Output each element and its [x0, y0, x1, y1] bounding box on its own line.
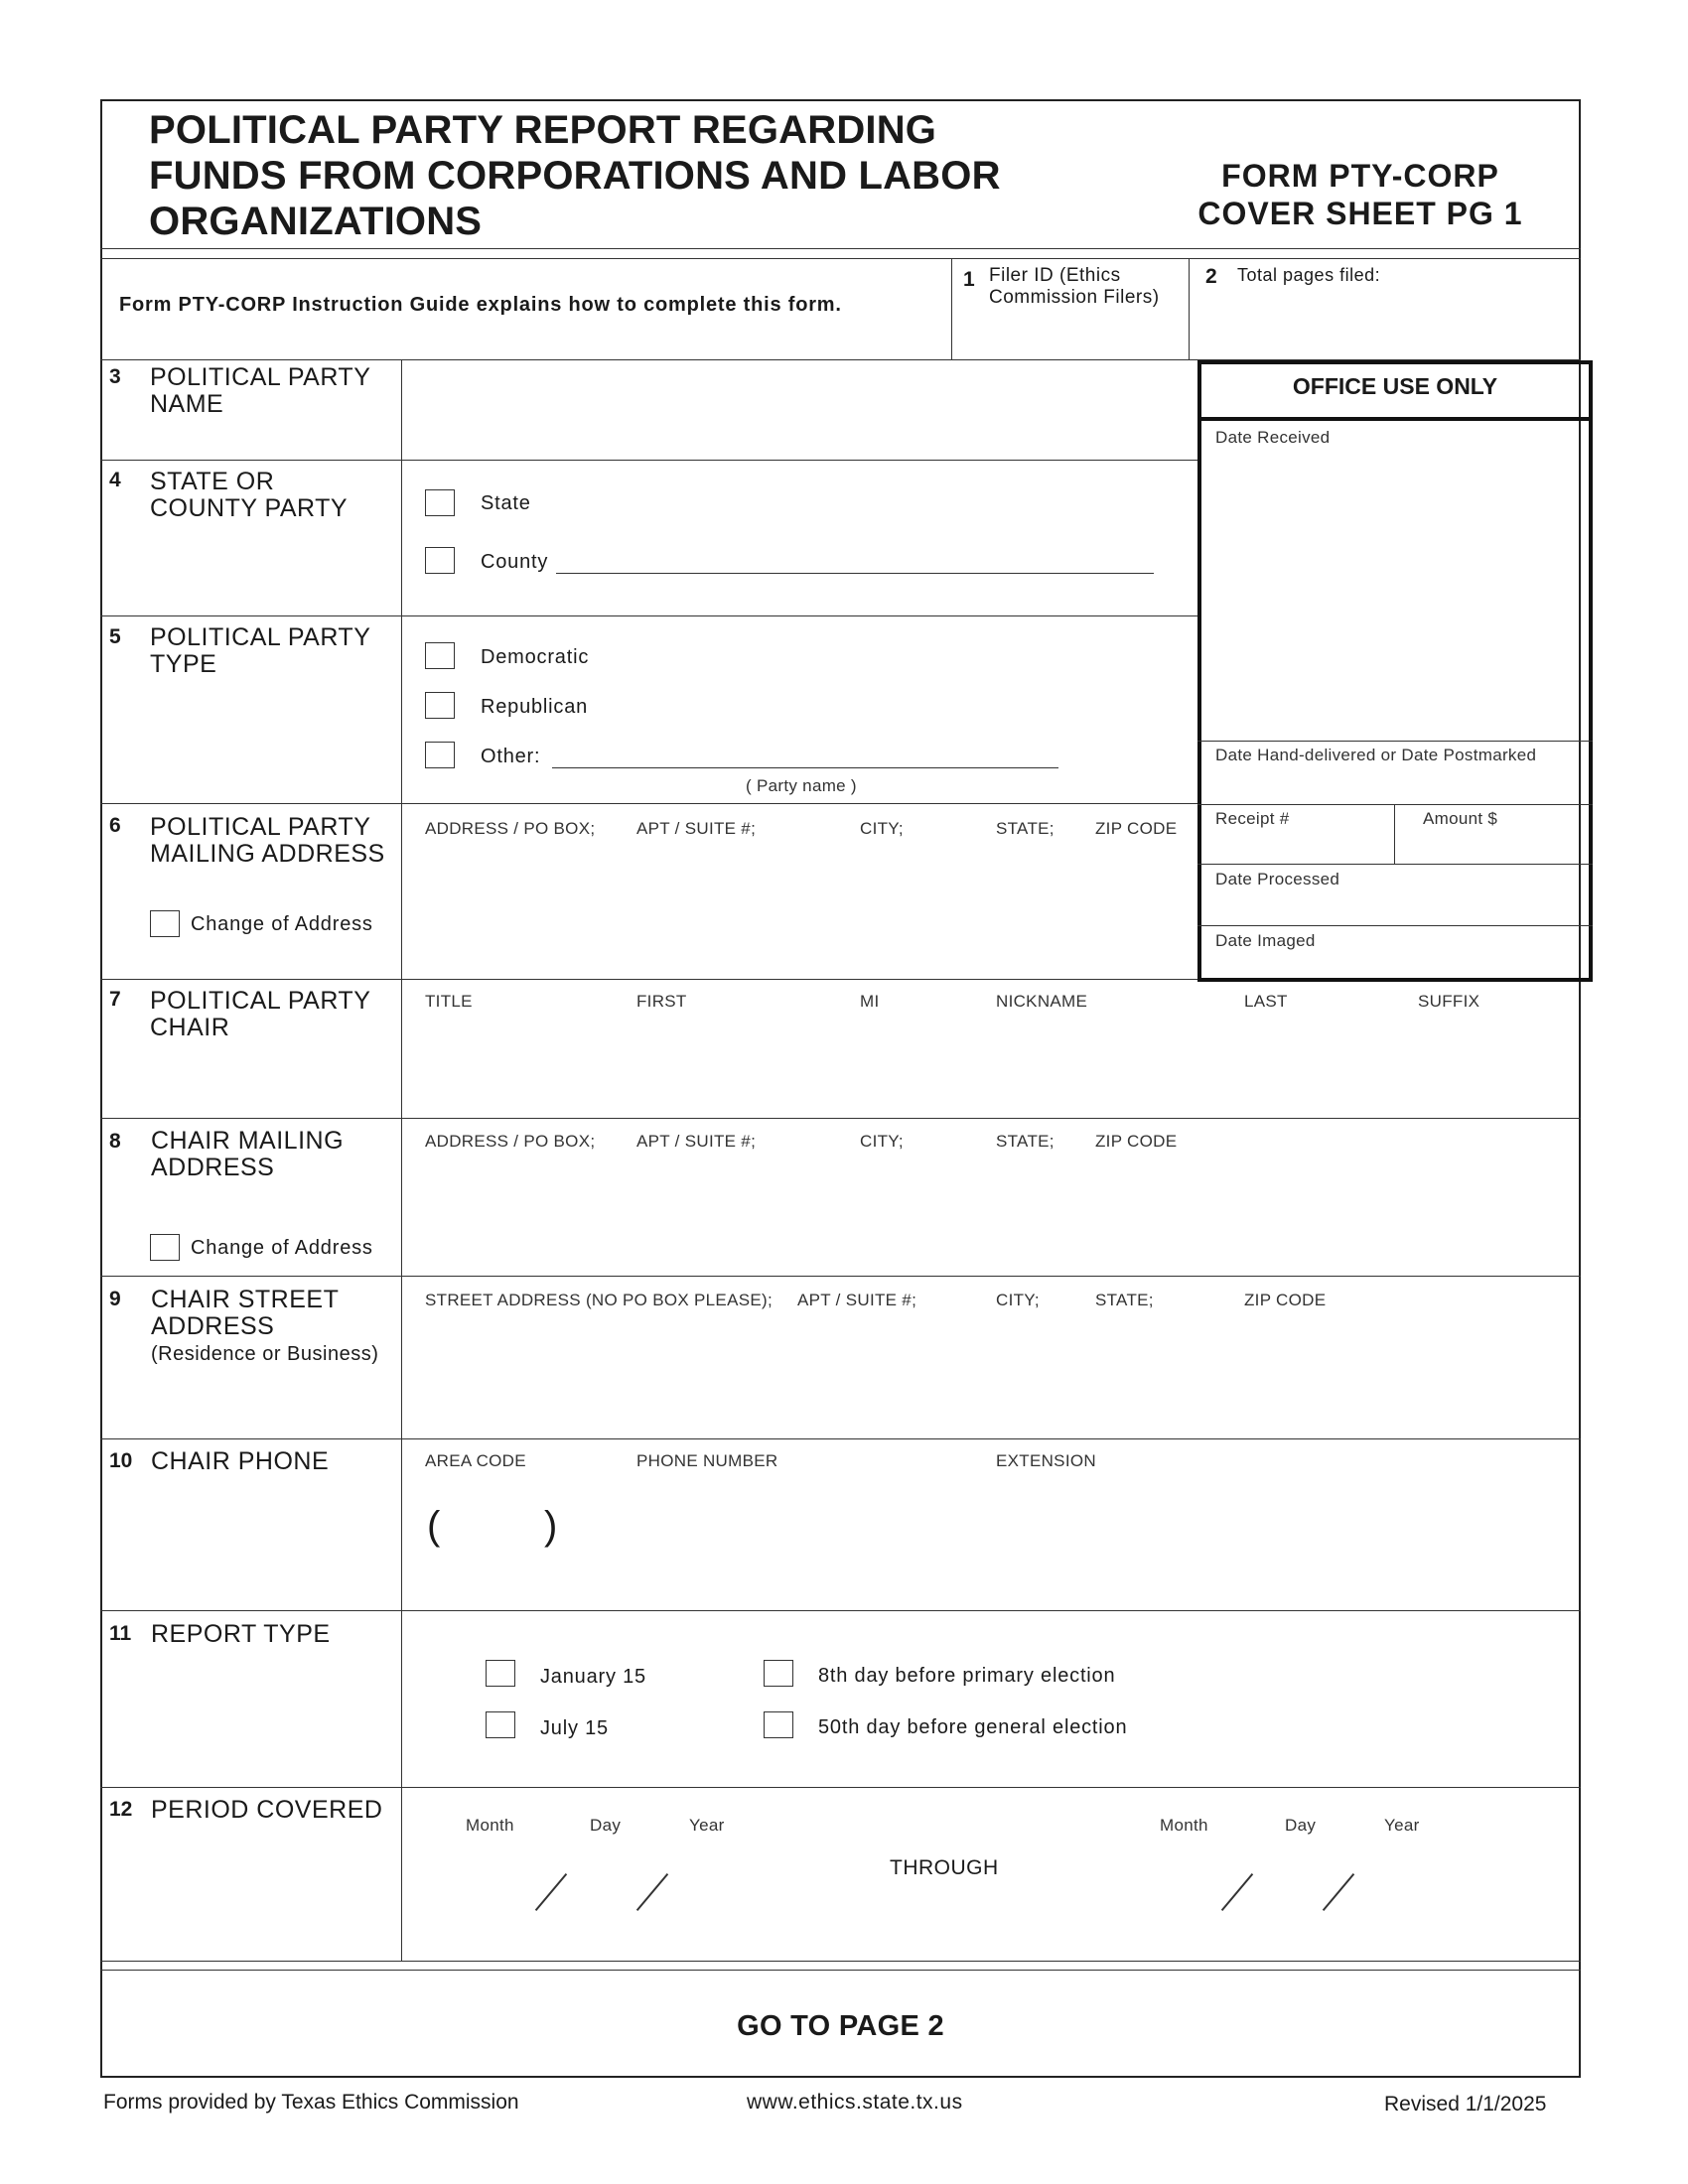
divider — [100, 460, 1198, 461]
divider — [951, 258, 952, 359]
total-pages-field[interactable] — [1191, 262, 1578, 357]
party-type-label-line-2: TYPE — [150, 650, 217, 678]
divider — [1189, 258, 1190, 359]
republican-checkbox[interactable] — [425, 692, 455, 719]
section-number-3: 3 — [109, 365, 121, 388]
change-of-address-label: Change of Address — [191, 913, 373, 935]
divider — [100, 1961, 1581, 1962]
state-county-label — [150, 469, 348, 522]
8th-day-primary-label: 8th day before primary election — [818, 1665, 1116, 1687]
start-day-label: Day — [590, 1816, 622, 1835]
divider — [100, 1276, 1581, 1277]
republican-option-label: Republican — [481, 696, 589, 718]
divider — [100, 1970, 1581, 1971]
chair-mailing-address-field[interactable] — [407, 1161, 1574, 1271]
column-extension: EXTENSION — [996, 1451, 1096, 1470]
divider — [100, 248, 1581, 249]
form-id-line-1: FORM PTY-CORP — [1221, 158, 1499, 194]
chair-mailing-label-line-2: ADDRESS — [151, 1154, 275, 1181]
go-to-page-2: GO TO PAGE 2 — [737, 2010, 944, 2042]
column-zip: ZIP CODE — [1244, 1291, 1327, 1309]
footer-website[interactable]: www.ethics.state.tx.us — [747, 2091, 963, 2114]
chair-phone-label: CHAIR PHONE — [151, 1447, 330, 1475]
column-phone-number: PHONE NUMBER — [636, 1451, 778, 1470]
date-hand-delivered-label: Date Hand-delivered or Date Postmarked — [1215, 746, 1537, 764]
party-type-label-line-1: POLITICAL PARTY — [150, 623, 371, 651]
chair-name-field[interactable] — [407, 1023, 1574, 1112]
section-number-7: 7 — [109, 988, 121, 1011]
column-nickname: NICKNAME — [996, 992, 1088, 1011]
receipt-label: Receipt # — [1215, 809, 1290, 828]
county-checkbox[interactable] — [425, 547, 455, 574]
filer-id-label-line-2: Commission Filers) — [989, 287, 1160, 308]
divider — [401, 359, 402, 1961]
field-number-2: 2 — [1205, 265, 1217, 288]
mailing-address-label-line-2: MAILING ADDRESS — [150, 840, 385, 868]
filer-id-field[interactable] — [991, 312, 1185, 357]
party-name-field[interactable] — [407, 365, 1192, 455]
party-name-label — [150, 364, 370, 418]
8th-day-primary-checkbox[interactable] — [764, 1660, 793, 1687]
chair-change-of-address-label: Change of Address — [191, 1237, 373, 1259]
july-15-checkbox[interactable] — [486, 1711, 515, 1738]
divider — [1197, 804, 1593, 805]
office-use-title: OFFICE USE ONLY — [1292, 373, 1498, 399]
state-county-label-line-2: COUNTY PARTY — [150, 494, 349, 522]
start-year-label: Year — [689, 1816, 725, 1835]
area-code-close-paren: ) — [544, 1504, 558, 1548]
divider — [100, 803, 1198, 804]
amount-label: Amount $ — [1423, 809, 1498, 828]
other-option-label: Other: — [481, 746, 541, 767]
section-number-12: 12 — [109, 1798, 133, 1821]
party-chair-label-line-1: POLITICAL PARTY — [150, 987, 371, 1015]
column-zip: ZIP CODE — [1095, 1132, 1178, 1151]
party-name-caption: ( Party name ) — [746, 776, 857, 795]
filer-id-label-line-1: Filer ID (Ethics — [989, 265, 1121, 286]
january-15-checkbox[interactable] — [486, 1660, 515, 1687]
end-year-label: Year — [1384, 1816, 1420, 1835]
form-title — [149, 107, 1001, 244]
section-number-10: 10 — [109, 1449, 133, 1472]
area-code-field[interactable] — [452, 1504, 536, 1554]
title-line-2: FUNDS FROM CORPORATIONS AND LABOR — [149, 154, 1001, 198]
divider — [100, 1787, 1581, 1788]
form-id-line-2: COVER SHEET PG 1 — [1197, 196, 1523, 231]
column-apt-suite: APT / SUITE #; — [636, 819, 757, 838]
january-15-label: January 15 — [540, 1666, 646, 1688]
divider — [1197, 864, 1593, 865]
end-month-label: Month — [1160, 1816, 1208, 1835]
column-suffix: SUFFIX — [1418, 992, 1480, 1011]
change-of-address-checkbox[interactable] — [150, 910, 180, 937]
date-received-label: Date Received — [1215, 428, 1331, 447]
end-day-label: Day — [1285, 1816, 1317, 1835]
column-state: STATE; — [1095, 1291, 1154, 1309]
column-area-code: AREA CODE — [425, 1451, 526, 1470]
chair-street-label-line-1: CHAIR STREET — [151, 1286, 340, 1313]
chair-mailing-label-line-1: CHAIR MAILING — [151, 1127, 345, 1155]
section-number-11: 11 — [109, 1622, 132, 1645]
column-state: STATE; — [996, 1132, 1055, 1151]
column-first: FIRST — [636, 992, 687, 1011]
party-mailing-address-field[interactable] — [407, 849, 1192, 973]
divider — [1394, 804, 1395, 864]
democratic-option-label: Democratic — [481, 646, 590, 668]
divider — [100, 1610, 1581, 1611]
footer-provider: Forms provided by Texas Ethics Commission — [103, 2091, 519, 2114]
divider — [1197, 925, 1593, 926]
party-name-label-line-1: POLITICAL PARTY — [150, 363, 371, 391]
date-imaged-label: Date Imaged — [1215, 931, 1316, 950]
divider — [100, 1118, 1581, 1119]
mailing-address-label-line-1: POLITICAL PARTY — [150, 813, 371, 841]
party-name-line[interactable] — [552, 767, 1058, 768]
section-number-5: 5 — [109, 625, 121, 648]
chair-street-address-field[interactable] — [407, 1320, 1574, 1432]
50th-day-general-checkbox[interactable] — [764, 1711, 793, 1738]
phone-number-field[interactable] — [636, 1504, 974, 1554]
extension-field[interactable] — [996, 1504, 1294, 1554]
footer-revised: Revised 1/1/2025 — [1384, 2093, 1547, 2116]
party-chair-label — [150, 988, 370, 1041]
section-number-4: 4 — [109, 469, 121, 491]
instructions-text: Form PTY-CORP Instruction Guide explains how to complete this form. — [119, 294, 842, 316]
column-city: CITY; — [860, 819, 904, 838]
divider — [100, 258, 1581, 259]
section-number-8: 8 — [109, 1130, 121, 1153]
report-type-label: REPORT TYPE — [151, 1620, 331, 1648]
section-number-6: 6 — [109, 814, 121, 837]
county-name-line[interactable] — [556, 573, 1154, 574]
chair-street-label — [151, 1287, 339, 1340]
column-apt-suite: APT / SUITE #; — [636, 1132, 757, 1151]
column-state: STATE; — [996, 819, 1055, 838]
divider — [1197, 741, 1593, 742]
form-id — [1172, 157, 1549, 232]
period-covered-label: PERIOD COVERED — [151, 1796, 383, 1824]
total-pages-label: Total pages filed: — [1237, 265, 1381, 285]
column-zip: ZIP CODE — [1095, 819, 1178, 838]
field-number-1: 1 — [963, 268, 975, 291]
section-number-9: 9 — [109, 1288, 121, 1310]
start-month-label: Month — [466, 1816, 514, 1835]
party-chair-label-line-2: CHAIR — [150, 1014, 230, 1041]
party-type-label — [150, 624, 370, 678]
title-line-1: POLITICAL PARTY REPORT REGARDING — [149, 108, 937, 152]
column-address: ADDRESS / PO BOX; — [425, 819, 596, 838]
state-checkbox[interactable] — [425, 489, 455, 516]
chair-mailing-label — [151, 1128, 344, 1181]
state-county-label-line-1: STATE OR — [150, 468, 275, 495]
column-street-address: STREET ADDRESS (NO PO BOX PLEASE); — [425, 1291, 773, 1309]
column-apt-suite: APT / SUITE #; — [797, 1291, 917, 1309]
july-15-label: July 15 — [540, 1717, 609, 1739]
chair-change-of-address-checkbox[interactable] — [150, 1234, 180, 1261]
start-date-field[interactable] — [457, 1866, 735, 1916]
column-mi: MI — [860, 992, 880, 1011]
50th-day-general-label: 50th day before general election — [818, 1716, 1128, 1738]
column-last: LAST — [1244, 992, 1288, 1011]
column-address: ADDRESS / PO BOX; — [425, 1132, 596, 1151]
mailing-address-label — [150, 814, 385, 868]
party-name-label-line-2: NAME — [150, 390, 224, 418]
end-date-field[interactable] — [1152, 1866, 1430, 1916]
title-line-3: ORGANIZATIONS — [149, 200, 483, 243]
state-option-label: State — [481, 492, 531, 514]
column-title: TITLE — [425, 992, 473, 1011]
divider — [100, 1438, 1581, 1439]
chair-street-label-line-2: ADDRESS — [151, 1312, 275, 1340]
democratic-checkbox[interactable] — [425, 642, 455, 669]
through-label: THROUGH — [890, 1856, 999, 1879]
area-code-open-paren: ( — [427, 1504, 441, 1548]
divider — [1197, 417, 1593, 421]
column-city: CITY; — [860, 1132, 904, 1151]
residence-business-label: (Residence or Business) — [151, 1343, 379, 1365]
filer-id-label — [989, 265, 1160, 309]
county-option-label: County — [481, 551, 549, 573]
column-city: CITY; — [996, 1291, 1040, 1309]
date-processed-label: Date Processed — [1215, 870, 1340, 888]
divider — [100, 615, 1198, 616]
other-checkbox[interactable] — [425, 742, 455, 768]
